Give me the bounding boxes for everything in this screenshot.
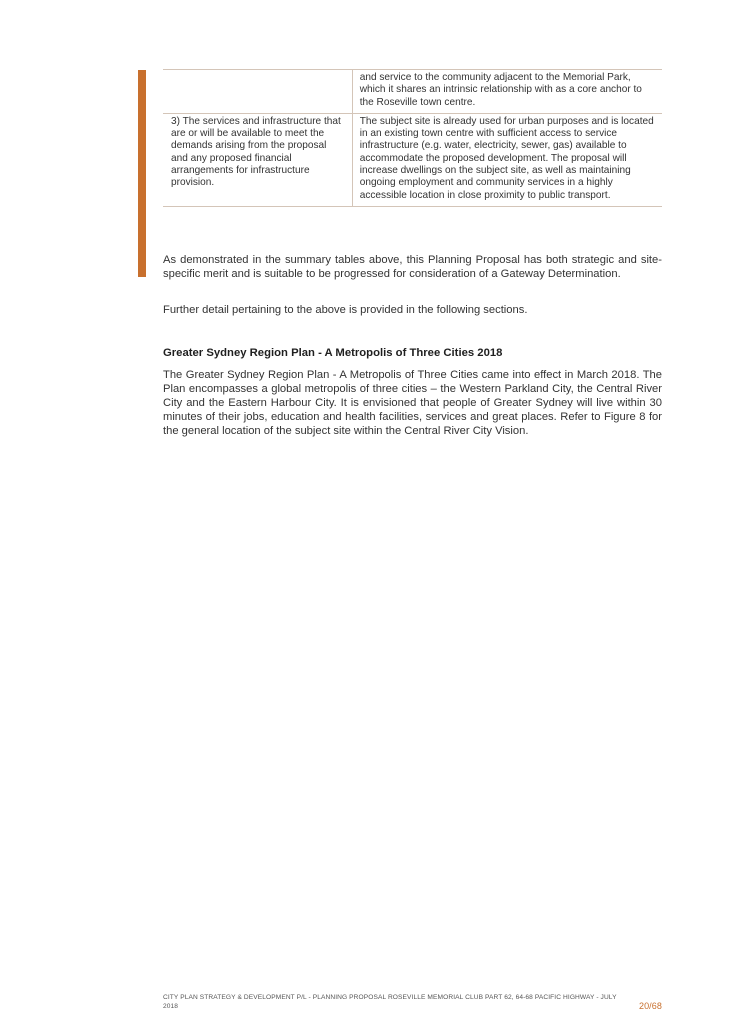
summary-paragraph: As demonstrated in the summary tables above, this Planning Proposal has both strategic and site-specific merit and is suitable to be progressed for consideration of a Gateway Determination.	[163, 254, 662, 280]
criteria-table	[163, 69, 662, 207]
section-heading: Greater Sydney Region Plan - A Metropolis of Three Cities 2018	[163, 347, 503, 359]
criteria-cell: 3) The services and infrastructure that are or will be available to meet the demands arising from the proposal and any proposed financial arrangements for infrastructure provision.	[163, 113, 352, 206]
response-cell: and service to the community adjacent to the Memorial Park, which it shares an intrinsic relationship with as a core anchor to the Roseville town centre.	[352, 70, 662, 114]
table-row	[163, 113, 662, 206]
response-cell: The subject site is already used for urban purposes and is located in an existing town centre with sufficient access to service infrastructure (e.g. water, electricity, sewer, gas) available to accommodate the proposed development. The proposal will increase dwellings on the subject site, as well as maintaining ongoing employment and community services in a highly accessible location in close proximity to public transport.	[352, 113, 662, 206]
page-footer	[163, 993, 662, 1011]
criteria-cell	[163, 70, 352, 114]
table-row	[163, 70, 662, 114]
accent-bar	[138, 70, 146, 277]
further-detail-paragraph: Further detail pertaining to the above is provided in the following sections.	[163, 304, 528, 316]
footer-text: CITY PLAN STRATEGY & DEVELOPMENT P/L - PLANNING PROPOSAL ROSEVILLE MEMORIAL CLUB PART 62, 64-68 PACIFIC HIGHWAY - JULY 2018	[163, 994, 617, 1010]
section-body-paragraph: The Greater Sydney Region Plan - A Metropolis of Three Cities came into effect in March 2018. The Plan encompasses a global metropolis of three cities – the Western Parkland City, the Central River City and the Eastern Harbour City. It is envisioned that people of Greater Sydney will live within 30 minutes of their jobs, education and health facilities, services and great places. Refer to Figure 8 for the general location of the subject site within the Central River City Vision.	[163, 369, 662, 437]
page-number: 20/68	[638, 1001, 662, 1011]
